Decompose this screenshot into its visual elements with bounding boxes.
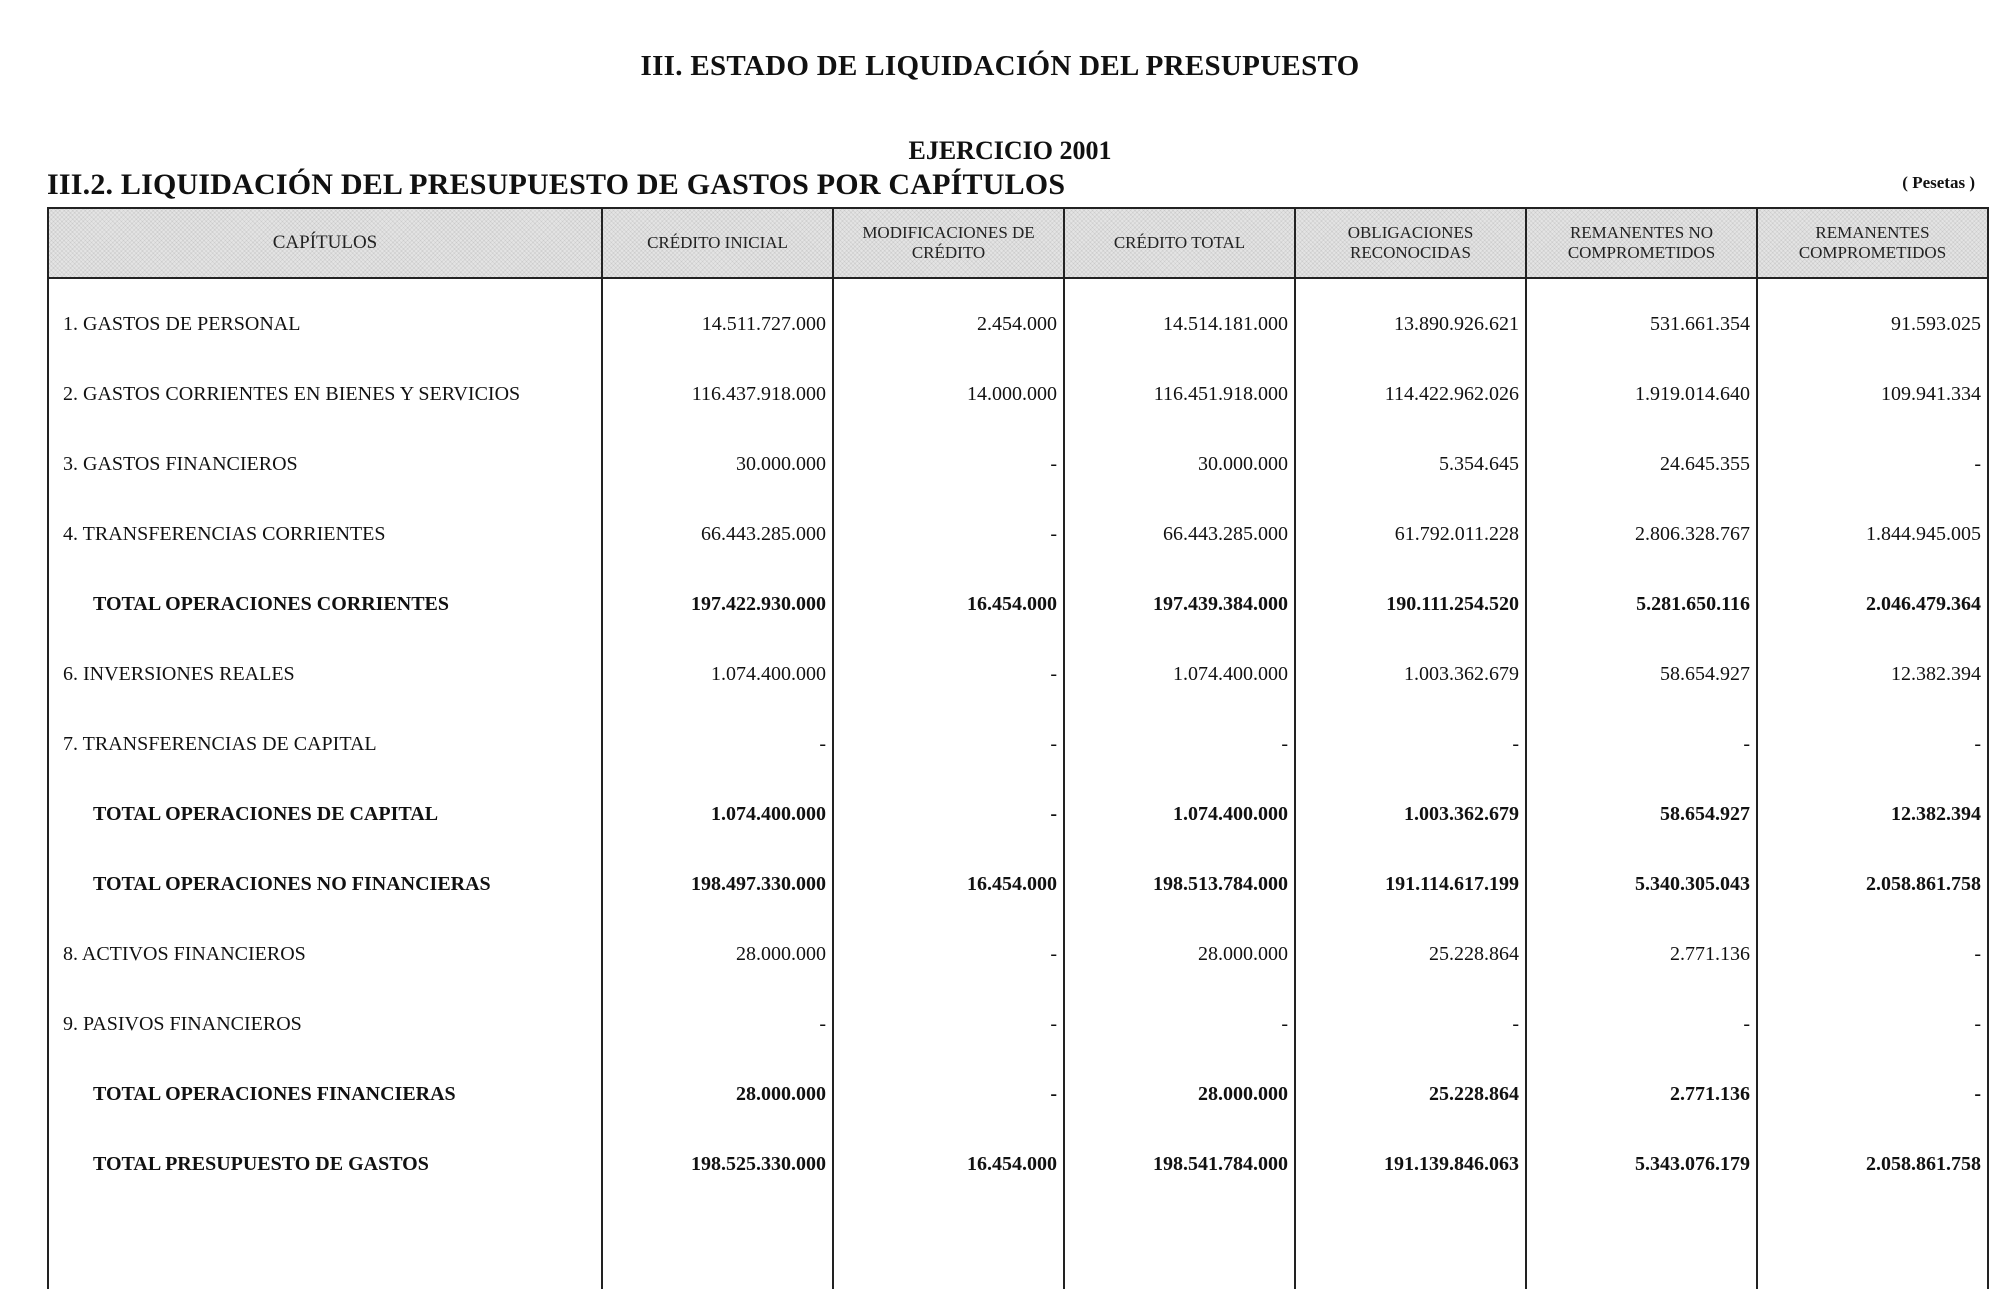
empty-cell — [1064, 1199, 1295, 1289]
cell-credito-inicial: 28.000.000 — [602, 919, 833, 989]
column-header-remanentes-no-comprometidos: REMANENTES NO COMPROMETIDOS — [1526, 208, 1757, 278]
cell-remanentes-no-comprometidos: 1.919.014.640 — [1526, 359, 1757, 429]
row-label: 7. TRANSFERENCIAS DE CAPITAL — [48, 709, 602, 779]
row-label: TOTAL PRESUPUESTO DE GASTOS — [48, 1129, 602, 1199]
cell-modificaciones: - — [833, 989, 1064, 1059]
cell-remanentes-comprometidos: 12.382.394 — [1757, 779, 1988, 849]
cell-modificaciones: 14.000.000 — [833, 359, 1064, 429]
table-row — [48, 989, 1988, 1059]
cell-remanentes-no-comprometidos: 531.661.354 — [1526, 278, 1757, 359]
section-title: III.2. LIQUIDACIÓN DEL PRESUPUESTO DE GASTOS POR CAPÍTULOS — [47, 168, 1066, 201]
cell-remanentes-no-comprometidos: 24.645.355 — [1526, 429, 1757, 499]
table-row — [48, 499, 1988, 569]
page-title: III. ESTADO DE LIQUIDACIÓN DEL PRESUPUESTO — [640, 50, 1360, 82]
row-label: TOTAL OPERACIONES NO FINANCIERAS — [48, 849, 602, 919]
column-header-capitulos: CAPÍTULOS — [48, 208, 602, 278]
table-row — [48, 278, 1988, 359]
cell-obligaciones: 1.003.362.679 — [1295, 779, 1526, 849]
total-row — [48, 1059, 1988, 1129]
cell-modificaciones: - — [833, 779, 1064, 849]
cell-obligaciones: - — [1295, 709, 1526, 779]
row-label: 4. TRANSFERENCIAS CORRIENTES — [48, 499, 602, 569]
column-header-modificaciones: MODIFICACIONES DE CRÉDITO — [833, 208, 1064, 278]
cell-credito-total: 14.514.181.000 — [1064, 278, 1295, 359]
cell-obligaciones: 61.792.011.228 — [1295, 499, 1526, 569]
cell-credito-inicial: 1.074.400.000 — [602, 639, 833, 709]
fiscal-year-heading: EJERCICIO 2001 — [908, 136, 1112, 165]
cell-credito-inicial: 198.497.330.000 — [602, 849, 833, 919]
cell-credito-total: 197.439.384.000 — [1064, 569, 1295, 639]
empty-cell — [1526, 1199, 1757, 1289]
cell-remanentes-comprometidos: 91.593.025 — [1757, 278, 1988, 359]
cell-credito-total: 1.074.400.000 — [1064, 639, 1295, 709]
cell-credito-total: 116.451.918.000 — [1064, 359, 1295, 429]
cell-obligaciones: 1.003.362.679 — [1295, 639, 1526, 709]
cell-credito-total: 28.000.000 — [1064, 1059, 1295, 1129]
cell-remanentes-no-comprometidos: - — [1526, 709, 1757, 779]
row-label: 8. ACTIVOS FINANCIEROS — [48, 919, 602, 989]
total-row — [48, 779, 1988, 849]
cell-modificaciones: 16.454.000 — [833, 849, 1064, 919]
cell-obligaciones: - — [1295, 989, 1526, 1059]
column-header-credito-inicial: CRÉDITO INICIAL — [602, 208, 833, 278]
cell-modificaciones: 2.454.000 — [833, 278, 1064, 359]
column-header-credito-total: CRÉDITO TOTAL — [1064, 208, 1295, 278]
table-row — [48, 429, 1988, 499]
cell-remanentes-no-comprometidos: 58.654.927 — [1526, 779, 1757, 849]
cell-obligaciones: 114.422.962.026 — [1295, 359, 1526, 429]
empty-cell — [602, 1199, 833, 1289]
empty-cell — [1757, 1199, 1988, 1289]
cell-remanentes-no-comprometidos: - — [1526, 989, 1757, 1059]
row-label: 3. GASTOS FINANCIEROS — [48, 429, 602, 499]
cell-remanentes-no-comprometidos: 2.771.136 — [1526, 919, 1757, 989]
cell-obligaciones: 25.228.864 — [1295, 919, 1526, 989]
cell-credito-inicial: 1.074.400.000 — [602, 779, 833, 849]
row-label: TOTAL OPERACIONES FINANCIERAS — [48, 1059, 602, 1129]
total-row — [48, 569, 1988, 639]
cell-credito-total: 28.000.000 — [1064, 919, 1295, 989]
cell-modificaciones: - — [833, 1059, 1064, 1129]
cell-modificaciones: 16.454.000 — [833, 1129, 1064, 1199]
cell-remanentes-comprometidos: - — [1757, 429, 1988, 499]
cell-credito-inicial: 116.437.918.000 — [602, 359, 833, 429]
cell-obligaciones: 190.111.254.520 — [1295, 569, 1526, 639]
cell-modificaciones: - — [833, 429, 1064, 499]
empty-cell — [48, 1199, 602, 1289]
cell-remanentes-no-comprometidos: 5.340.305.043 — [1526, 849, 1757, 919]
cell-remanentes-no-comprometidos: 5.281.650.116 — [1526, 569, 1757, 639]
cell-modificaciones: 16.454.000 — [833, 569, 1064, 639]
currency-units-note: ( Pesetas ) — [1902, 173, 1975, 192]
grand-total-row — [48, 1129, 1988, 1199]
cell-modificaciones: - — [833, 709, 1064, 779]
row-label: 6. INVERSIONES REALES — [48, 639, 602, 709]
cell-modificaciones: - — [833, 639, 1064, 709]
cell-modificaciones: - — [833, 919, 1064, 989]
cell-obligaciones: 191.114.617.199 — [1295, 849, 1526, 919]
row-label: 1. GASTOS DE PERSONAL — [48, 278, 602, 359]
cell-credito-total: - — [1064, 989, 1295, 1059]
cell-remanentes-comprometidos: - — [1757, 989, 1988, 1059]
cell-remanentes-comprometidos: 12.382.394 — [1757, 639, 1988, 709]
row-label: TOTAL OPERACIONES DE CAPITAL — [48, 779, 602, 849]
table-row — [48, 709, 1988, 779]
cell-obligaciones: 25.228.864 — [1295, 1059, 1526, 1129]
cell-remanentes-no-comprometidos: 58.654.927 — [1526, 639, 1757, 709]
cell-credito-total: - — [1064, 709, 1295, 779]
cell-credito-total: 30.000.000 — [1064, 429, 1295, 499]
table-row — [48, 919, 1988, 989]
cell-credito-inicial: 14.511.727.000 — [602, 278, 833, 359]
row-label: 2. GASTOS CORRIENTES EN BIENES Y SERVICIOS — [48, 359, 602, 429]
cell-obligaciones: 5.354.645 — [1295, 429, 1526, 499]
cell-credito-inicial: 197.422.930.000 — [602, 569, 833, 639]
column-header-obligaciones: OBLIGACIONES RECONOCIDAS — [1295, 208, 1526, 278]
row-label: 9. PASIVOS FINANCIEROS — [48, 989, 602, 1059]
cell-credito-total: 66.443.285.000 — [1064, 499, 1295, 569]
cell-remanentes-comprometidos: 1.844.945.005 — [1757, 499, 1988, 569]
row-label: TOTAL OPERACIONES CORRIENTES — [48, 569, 602, 639]
cell-remanentes-comprometidos: - — [1757, 709, 1988, 779]
cell-remanentes-no-comprometidos: 2.806.328.767 — [1526, 499, 1757, 569]
cell-credito-inicial: 198.525.330.000 — [602, 1129, 833, 1199]
cell-remanentes-no-comprometidos: 2.771.136 — [1526, 1059, 1757, 1129]
empty-cell — [1295, 1199, 1526, 1289]
table-header-row — [48, 208, 1988, 278]
cell-obligaciones: 13.890.926.621 — [1295, 278, 1526, 359]
cell-credito-total: 1.074.400.000 — [1064, 779, 1295, 849]
column-header-remanentes-comprometidos: REMANENTES COMPROMETIDOS — [1757, 208, 1988, 278]
cell-modificaciones: - — [833, 499, 1064, 569]
cell-remanentes-comprometidos: 2.046.479.364 — [1757, 569, 1988, 639]
cell-obligaciones: 191.139.846.063 — [1295, 1129, 1526, 1199]
cell-remanentes-comprometidos: 2.058.861.758 — [1757, 849, 1988, 919]
table-row — [48, 359, 1988, 429]
cell-credito-inicial: 28.000.000 — [602, 1059, 833, 1129]
table-spacer-row — [48, 1199, 1988, 1289]
empty-cell — [833, 1199, 1064, 1289]
table-row — [48, 639, 1988, 709]
cell-remanentes-no-comprometidos: 5.343.076.179 — [1526, 1129, 1757, 1199]
cell-remanentes-comprometidos: - — [1757, 919, 1988, 989]
cell-credito-inicial: - — [602, 709, 833, 779]
cell-credito-total: 198.541.784.000 — [1064, 1129, 1295, 1199]
cell-credito-total: 198.513.784.000 — [1064, 849, 1295, 919]
cell-remanentes-comprometidos: 2.058.861.758 — [1757, 1129, 1988, 1199]
cell-remanentes-comprometidos: 109.941.334 — [1757, 359, 1988, 429]
cell-remanentes-comprometidos: - — [1757, 1059, 1988, 1129]
cell-credito-inicial: 30.000.000 — [602, 429, 833, 499]
total-row — [48, 849, 1988, 919]
budget-liquidation-table — [47, 207, 1989, 1289]
cell-credito-inicial: - — [602, 989, 833, 1059]
cell-credito-inicial: 66.443.285.000 — [602, 499, 833, 569]
